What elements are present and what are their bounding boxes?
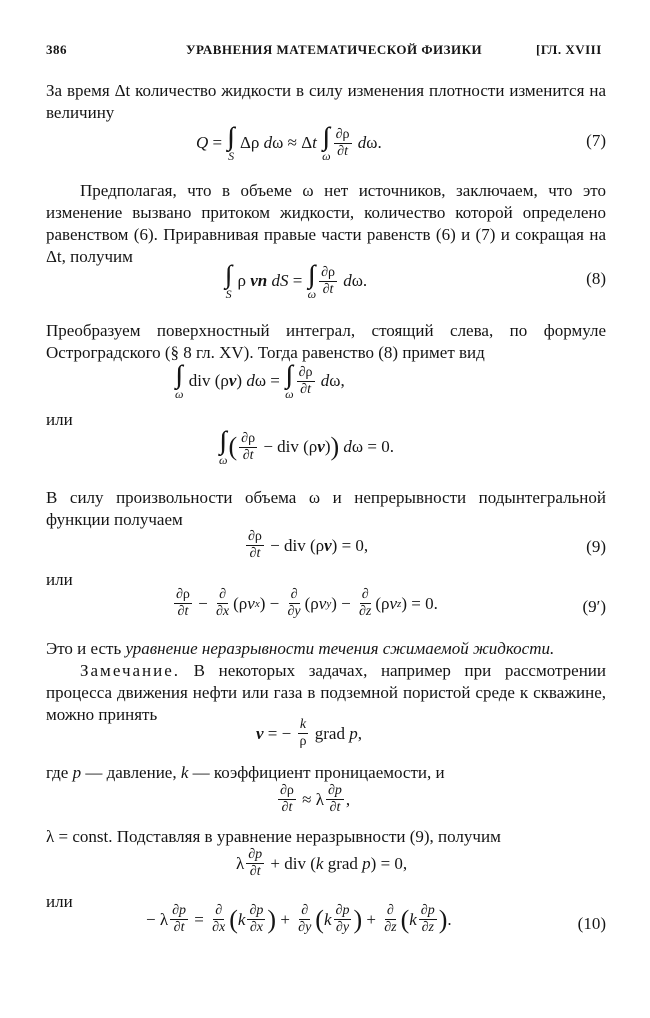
paragraph-4: В силу произвольности объема ω и непрерывности подынтегральной функции получаем: [46, 488, 606, 529]
equation-9-prime: $\frac{\partial\rho}{\partial t}$ − $\frac{\partial}{\partial x}$ (ρ v x ) − $\frac{\partial}{\partial y}$ (ρ v y ) − $\frac{\partial}{\partial z}$ (ρ v z ) = 0.: [176, 587, 438, 619]
paragraph-3: Преобразуем поверхностный интеграл, стоящий слева, по формуле Остроградского (§ 8 гл. XV). Тогда равенство (8) примет вид: [46, 321, 606, 362]
equation-number-9-prime: (9′): [582, 597, 606, 616]
paragraph-6: [46, 660, 606, 726]
equation-9: $\frac{\partial\rho}{\partial t}$ − div (ρ v ) = 0,: [248, 529, 369, 561]
or-3: или: [46, 892, 73, 911]
p7-a: где: [46, 763, 73, 782]
equation-div-form: ∫∫∫ ω div (ρ v ) d ω = ∫∫∫ ω $\frac{\partial\rho}{\partial t}$ d ω,: [175, 360, 345, 401]
paragraph-2: Предполагая, что в объеме ω нет источников, заключаем, что это изменение вызвано притоком жидкости, количество которой определено равенством (6). Приравнивая правые части равенств (6) и (7) и сокращая на Δt, получим: [46, 181, 606, 266]
p8-a: λ = const.: [46, 827, 113, 846]
p7-c: — коэффициент проницаемости, и: [188, 763, 445, 782]
equation-velocity: v = − $\frac{k}{\rho}$ grad p ,: [256, 717, 362, 749]
running-title: УРАВНЕНИЯ МАТЕМАТИЧЕСКОЙ ФИЗИКИ: [186, 42, 483, 57]
paragraph-1: За время Δt количество жидкости в силу изменения плотности изменится на величину: [46, 81, 606, 122]
equation-substituted: λ $\frac{\partial p}{\partial t}$ + div ( k grad p ) = 0,: [236, 847, 408, 879]
equation-number-8: (8): [586, 269, 606, 288]
equation-7: Q = ∫∫∫ S Δρ d ω ≈ Δ t ∫∫∫ ω $\frac{\partial\rho}{\partial t}$ d ω.: [196, 122, 382, 163]
p7-p: p: [72, 763, 82, 782]
p8-b: Подставляя в уравнение неразрывности (9), получим: [112, 827, 501, 846]
equation-zero-integral: ∫∫∫ ω ( $\frac{\partial\rho}{\partial t}$ − div (ρ v ) ) d ω = 0.: [219, 426, 394, 467]
equation-number-9: (9): [586, 537, 606, 556]
or-1: или: [46, 410, 73, 429]
equation-10: − λ $\frac{\partial p}{\partial t}$ = $\frac{\partial}{\partial x}$ ( k $\frac{\partial p}{\partial x}$ ) + $\frac{\partial}{\partial y}$ ( k $\frac{\partial p}{\partial y}$ ) + $\frac{\partial}{\partial z}$ ( k $\frac{\partial p}{\partial z}$ ) .: [146, 903, 452, 935]
equation-number-10: (10): [577, 914, 606, 933]
equation-lambda: $\frac{\partial\rho}{\partial t}$ ≈ λ $\frac{\partial p}{\partial t}$ ,: [280, 783, 351, 815]
paragraph-8: [46, 826, 606, 848]
remark-text: В некоторых задачах, например при рассмотрении процесса движения нефти или газа в подземной пористой среде к скважине, можно принять: [46, 661, 606, 724]
remark-label: Замечание.: [80, 661, 181, 680]
paragraph-5-italic: уравнение неразрывности течения сжимаемой жидкости.: [125, 639, 555, 658]
equation-number-7: (7): [586, 131, 606, 150]
paragraph-5-text: Это и есть: [46, 639, 126, 658]
paragraph-5: [46, 638, 606, 660]
chapter-marker: [ГЛ. XVIII: [536, 42, 602, 57]
p7-b: — давление,: [81, 763, 181, 782]
paragraph-7: [46, 762, 606, 784]
p7-k: k: [180, 763, 189, 782]
or-2: или: [46, 570, 73, 589]
page-number: 386: [46, 42, 67, 57]
equation-8: ∫∫ S ρ vn dS = ∫∫∫ ω $\frac{\partial\rho}{\partial t}$ d ω.: [225, 260, 368, 301]
